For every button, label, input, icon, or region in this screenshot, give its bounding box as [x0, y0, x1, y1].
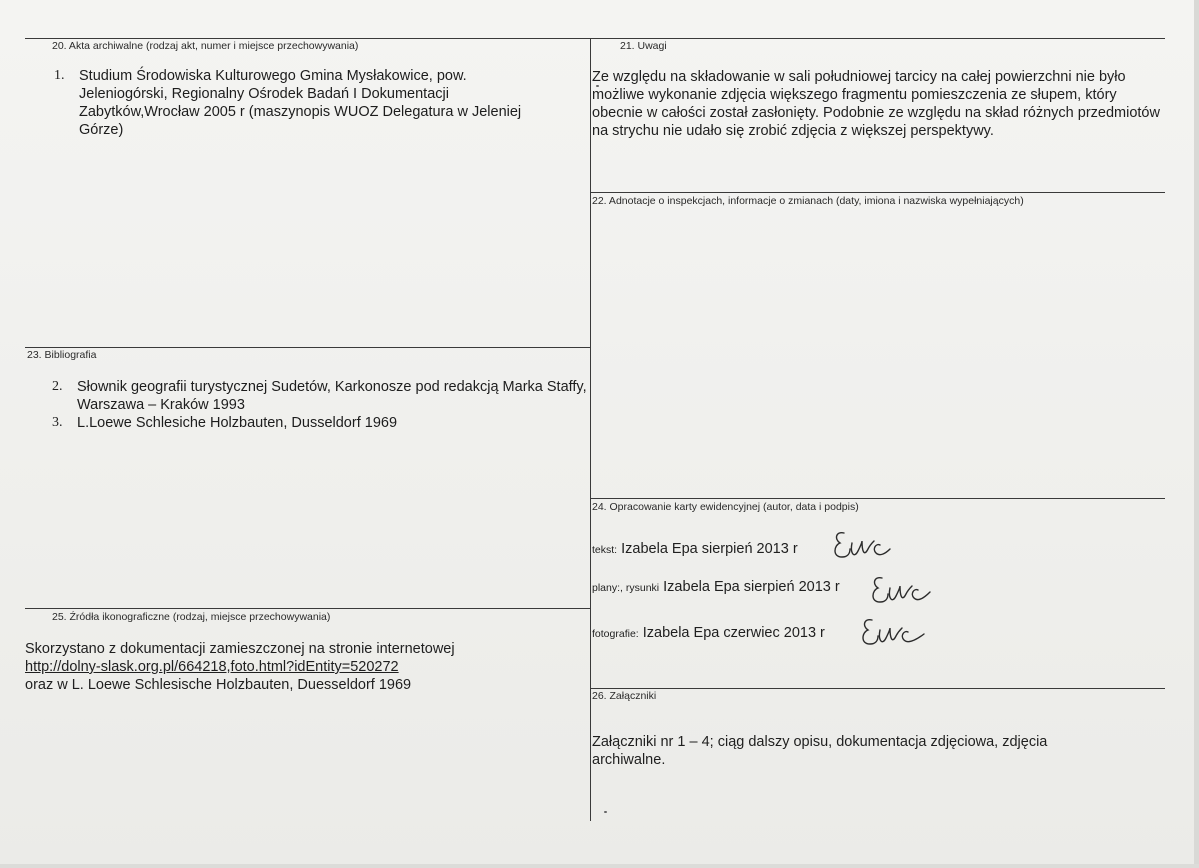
signature-3 [858, 612, 932, 656]
rule-25 [25, 608, 590, 609]
section-20-label: 20. Akta archiwalne (rodzaj akt, numer i miejsce przechowywania) [52, 40, 359, 52]
list-item-number: 2. [52, 379, 63, 394]
section-21-text: Ze względu na składowanie w sali południowej tarcicy na całej powierzchni nie było możliwe wykonanie zdjęcia większego fragmentu pomieszczenia ze słupem, który obecnie w całości został zasłonięty. Podobnie ze względu na skład różnych przedmiotów na strychu nie udało się zrobić zdjęcia z większej perspektywy. [592, 69, 1160, 139]
author-row-photos [592, 624, 825, 643]
section-21-label: 21. Uwagi [620, 40, 667, 52]
list-item-text: Studium Środowiska Kulturowego Gmina Mysłakowice, pow. Jeleniogórski, Regionalny Ośrodek Badań I Dokumentacji Zabytków,Wrocław 2005 r (maszynopis WUOZ Delegatura w Jeleniej Górze) [79, 68, 522, 138]
scan-edge-bottom [0, 864, 1199, 868]
row-prefix: plany:, rysunki [592, 582, 660, 594]
author-row-text [592, 540, 798, 559]
top-rule [25, 38, 1165, 39]
section-26-text: Załączniki nr 1 – 4; ciąg dalszy opisu, dokumentacja zdjęciowa, zdjęcia archiwalne. [592, 734, 1048, 768]
section-25-label: 25. Źródła ikonograficzne (rodzaj, miejsce przechowywania) [52, 611, 331, 623]
signature-2 [868, 570, 938, 614]
rule-22 [590, 192, 1165, 193]
list-item [52, 378, 587, 414]
list-item-text: Słownik geografii turystycznej Sudetów, Karkonosze pod redakcją Marka Staffy, Warszawa – Kraków 1993 [77, 379, 587, 413]
section-25-text [25, 640, 585, 694]
section-23-label: 23. Bibliografia [27, 349, 97, 361]
list-item [54, 67, 524, 139]
author-row-plans [592, 578, 840, 597]
row-value: Izabela Epa sierpień 2013 r [621, 541, 798, 557]
section-20-list [54, 67, 524, 139]
list-item-number: 3. [52, 415, 63, 430]
scan-speck [596, 85, 599, 87]
rule-24 [590, 498, 1165, 499]
scan-edge-right [1194, 0, 1199, 868]
row-prefix: tekst: [592, 544, 618, 556]
rule-23 [25, 347, 590, 348]
center-divider [590, 38, 591, 821]
source-link[interactable]: http://dolny-slask.org.pl/664218,foto.html?idEntity=520272 [25, 659, 399, 675]
row-prefix: fotografie: [592, 628, 639, 640]
rule-26 [590, 688, 1165, 689]
section-26-label: 26. Załączniki [592, 690, 657, 702]
list-item-text: L.Loewe Schlesiche Holzbauten, Dusseldorf 1969 [77, 415, 398, 431]
section-25-line: oraz w L. Loewe Schlesische Holzbauten, Duesseldorf 1969 [25, 677, 412, 693]
section-25-line: Skorzystano z dokumentacji zamieszczonej na stronie internetowej [25, 641, 455, 657]
signature-1 [830, 527, 900, 571]
section-23-list [52, 378, 587, 432]
row-value: Izabela Epa czerwiec 2013 r [642, 625, 825, 641]
list-item-number: 1. [54, 68, 65, 83]
list-item [52, 414, 587, 432]
row-value: Izabela Epa sierpień 2013 r [663, 579, 840, 595]
scan-speck [604, 811, 607, 813]
section-24-label: 24. Opracowanie karty ewidencyjnej (autor, data i podpis) [592, 501, 859, 513]
section-22-label: 22. Adnotacje o inspekcjach, informacje o zmianach (daty, imiona i nazwiska wypełniających) [592, 195, 1024, 207]
